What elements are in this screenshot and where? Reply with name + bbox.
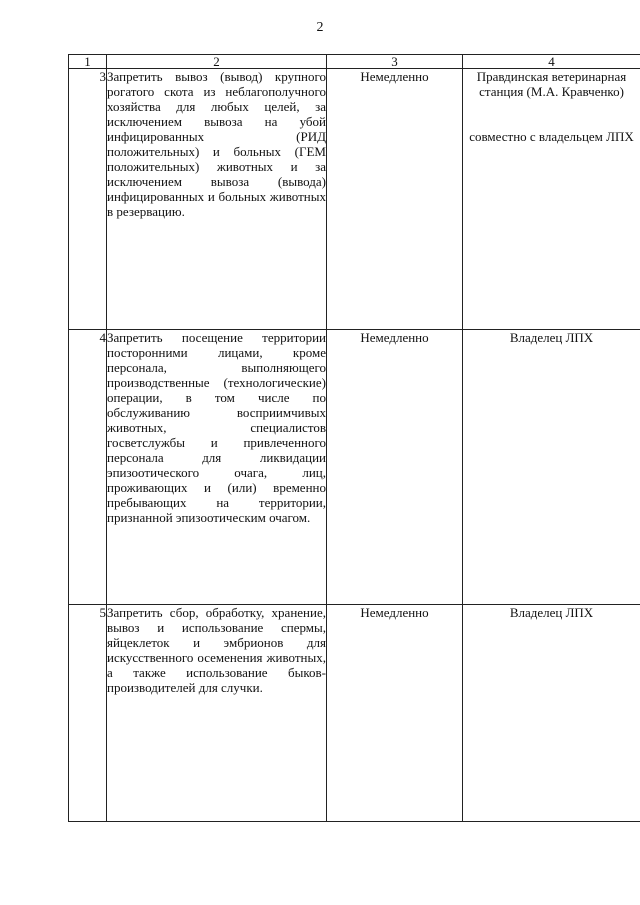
row-number: 4 [69,330,107,605]
table-row [69,605,640,822]
measures-table [68,54,640,822]
responsible-cell [463,69,640,330]
measure-text: Запретить вывоз (вывод) крупного рогатого скота из неблагополучного хозяйства для любых целей, за исключением вывоза на убой инфицированных (РИД положительных) и больных (ГЕМ положительных) животных и за исключением вывоза (вывода) инфицированных и больных животных в резервацию. [107,69,327,330]
deadline-text: Немедленно [327,69,463,330]
responsible-main: Владелец ЛПХ [509,605,594,620]
deadline-text: Немедленно [327,605,463,822]
row-number: 3 [69,69,107,330]
page-number: 2 [316,20,324,35]
column-header-2: 2 [107,55,327,69]
column-header-4: 4 [463,55,640,69]
row-number: 5 [69,605,107,822]
column-header-3: 3 [327,55,463,69]
spacer [463,99,640,129]
table-row [69,330,640,605]
responsible-extra: совместно с владельцем ЛПХ [469,129,634,144]
column-header-1: 1 [69,55,107,69]
responsible-cell [463,330,640,605]
table-row [69,69,640,330]
responsible-main: Правдинская ветеринарная станция (М.А. Кравченко) [476,69,627,99]
responsible-main: Владелец ЛПХ [509,330,594,345]
measure-text: Запретить посещение территории посторонними лицами, кроме персонала, выполняющего производственные (технологические) операции, в том числе по обслуживанию восприимчивых животных, специалистов госветслужбы и привлеченного персонала для ликвидации эпизоотического очага, лиц, проживающих и (или) временно пребывающих на территории, признанной эпизоотическим очагом. [107,330,327,605]
responsible-cell [463,605,640,822]
deadline-text: Немедленно [327,330,463,605]
table-header-row [69,55,640,69]
measure-text: Запретить сбор, обработку, хранение, вывоз и использование спермы, яйцеклеток и эмбрионов для искусственного осеменения животных, а также использование быков-производителей для случки. [107,605,327,822]
